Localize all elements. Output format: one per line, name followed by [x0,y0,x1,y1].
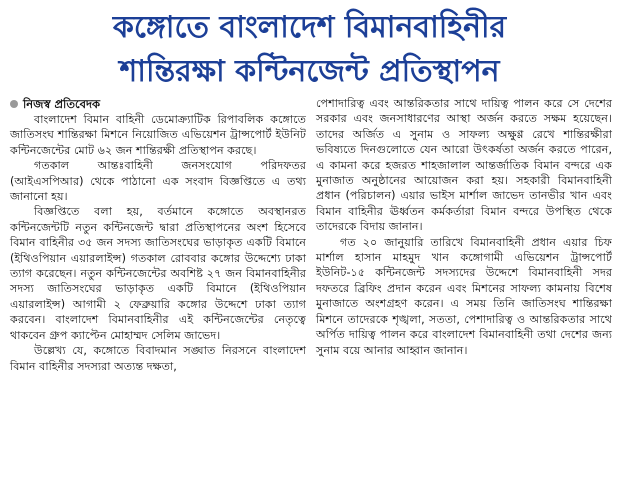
headline-line-2: শান্তিরক্ষা কন্টিনজেন্ট প্রতিস্থাপন [119,54,500,89]
headline-line-1: কঙ্গোতে বাংলাদেশ বিমানবাহিনীর [112,10,507,45]
paragraph: বিজ্ঞপ্তিতে বলা হয়, বর্তমানে কঙ্গোতে অবস্থানরত কন্টিনজেন্টটি নতুন কন্টিনজেন্ট দ্বারা প্রতিস্থাপনের অংশ হিসেবে বিমান বাহিনীর ৩৫ জন সদস্য জাতিসংঘের ভাড়াকৃত একটি বিমানে (ইথিওপিয়ান এয়ারলাইন্স) গতকাল রোববার কঙ্গোর উদ্দেশ্যে ঢাকা ত্যাগ করেছেন। নতুন কন্টিনজেন্টের অবশিষ্ট ২৭ জন বিমানবাহিনীর সদস্য জাতিসংঘের ভাড়াকৃত একটি বিমানে (ইথিওপিয়ান এয়ারলাইন্স) আগামী ২ ফেব্রুয়ারি কঙ্গোর উদ্দেশে ঢাকা ত্যাগ করবেন। বাংলাদেশ বিমানবাহিনীর এই কন্টিনজেন্টের নেতৃত্বে থাকবেন গ্রুপ ক্যাপ্টেন মোহাম্মদ সেলিম জাভেদ। [10,205,306,342]
paragraph: বাংলাদেশ বিমান বাহিনী ডেমোক্র্যাটিক রিপাবলিক কঙ্গোতে জাতিসংঘ শান্তিরক্ষা মিশনে নিয়োজিত এভিয়েশন ট্রান্সপোর্ট ইউনিট কন্টিনজেন্টের মোট ৬২ জন শান্তিরক্ষী প্রতিস্থাপন করছে। [10,113,306,157]
paragraph: গত ২০ জানুয়ারি তারিখে বিমানবাহিনী প্রধান এয়ার চিফ মার্শাল হাসান মাহমুদ খান কঙ্গোগামী এভিয়েশন ট্রান্সপোর্ট ইউনিট-১৫ কন্টিনজেন্ট সদস্যদের উদ্দেশে বিমানবাহিনী সদর দফতরে ব্রিফিং প্রদান করেন এবং মিশনের সাফল্য কামনায় বিশেষ মুনাজাতে অংশগ্রহণ করেন। এ সময় তিনি জাতিসংঘ শান্তিরক্ষা মিশনে তাদেরকে শৃঙ্খলা, সততা, পেশাদারিত্ব ও আন্তরিকতার সাথে অর্পিত দায়িত্ব পালন করে বাংলাদেশ বিমানবাহিনী তথা দেশের জন্য সুনাম বয়ে আনার আহ্বান জানান। [316,235,612,357]
left-column [10,96,306,374]
bullet-icon [10,100,18,108]
byline-text: নিজস্ব প্রতিবেদক [23,97,101,111]
paragraph: উল্লেখ্য যে, কঙ্গোতে বিবাদমান সঙ্ঘাত নিরসনে বাংলাদেশ বিমান বাহিনীর সদস্যরা অত্যন্ত দক্ষতা, [10,344,306,373]
article-headline [0,6,619,94]
byline [10,96,306,112]
paragraph: পেশাদারিত্ব এবং আন্তরিকতার সাথে দায়িত্ব পালন করে সে দেশের সরকার এবং জনসাধারণের আস্থা অর্জন করতে সক্ষম হয়েছেন। তাদের অর্জিত এ সুনাম ও সাফল্য অক্ষুণ্ণ রেখে শান্তিরক্ষীরা ভবিষ্যতে দিনগুলোতে যেন আরো উৎকর্ষতা অর্জন করতে পারেন, এ কামনা করে হজরত শাহজালাল আন্তর্জাতিক বিমান বন্দরে এক মুনাজাত অনুষ্ঠানের আয়োজন করা হয়। সহকারী বিমানবাহিনী প্রধান (পরিচালন) এয়ার ভাইস মার্শাল জাভেদ তানভীর খান এবং বিমান বাহিনীর ঊর্ধ্বতন কর্মকর্তারা বিমান বন্দরে উপস্থিত থেকে তাদেরকে বিদায় জানান। [316,97,612,234]
paragraph: গতকাল আন্তঃবাহিনী জনসংযোগ পরিদফতর (আইএসপিআর) থেকে পাঠানো এক সংবাদ বিজ্ঞপ্তিতে এ তথ্য জানানো হয়। [10,159,306,204]
right-column [316,96,612,358]
